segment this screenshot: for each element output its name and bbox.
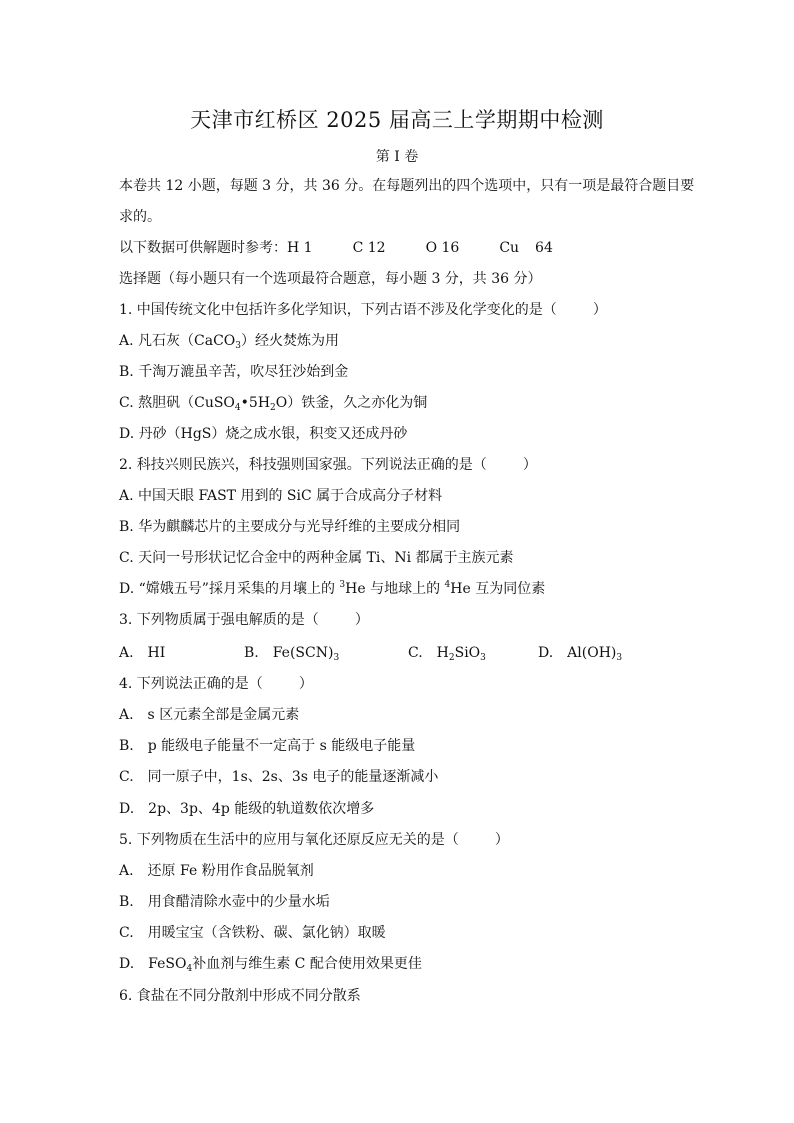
question-1-stem	[119, 300, 607, 320]
answer-bracket-close: ）	[522, 457, 537, 473]
reference-item: H 1	[287, 240, 313, 256]
question-text: 1. 中国传统文化中包括许多化学知识，下列古语不涉及化学变化的是（	[119, 302, 557, 318]
question-5-stem	[119, 830, 509, 850]
subscript: 4	[234, 403, 241, 413]
intro-text-line-2: 求的。	[119, 209, 161, 225]
question-4-option-a: A. s 区元素全部是金属元素	[119, 707, 300, 723]
question-text: 3. 下列物质属于强电解质的是（	[119, 612, 319, 628]
option-text: A. 凡石灰（CaCO	[119, 333, 236, 349]
subscript: 3	[480, 653, 486, 663]
subscript: 4	[186, 964, 193, 974]
reference-label: 以下数据可供解题时参考：	[119, 240, 287, 256]
subscript: 2	[270, 403, 276, 413]
option-text: D. Al(OH)	[538, 645, 617, 661]
question-4-option-b: B. p 能级电子能量不一定高于 s 能级电子能量	[119, 738, 416, 754]
question-2-option-b: B. 华为麒麟芯片的主要成分与光导纤维的主要成分相同	[119, 519, 461, 535]
option-text: B. Fe(SCN)	[244, 645, 334, 661]
subscript: 3	[333, 653, 340, 663]
reference-item: 64	[535, 240, 553, 256]
question-3-stem	[119, 610, 369, 630]
answer-bracket-close: ）	[298, 676, 313, 692]
option-text: C. H	[408, 645, 449, 661]
question-text: 2. 科技兴则民族兴，科技强则国家强。下列说法正确的是（	[119, 457, 487, 473]
question-3-option-d	[538, 643, 622, 663]
question-4-option-d: D. 2p、3p、4p 能级的轨道数依次增多	[119, 801, 375, 817]
intro-text-line-1: 本卷共 12 小题，每题 3 分，共 36 分。在每题列出的四个选项中，只有一项是最符合题目要	[119, 178, 695, 194]
question-5-option-b: B. 用食醋清除水壶中的少量水垢	[119, 894, 330, 910]
reference-data	[119, 238, 553, 258]
reference-item: Cu	[499, 240, 520, 256]
question-5-option-c: C. 用暖宝宝（含铁粉、碳、氯化钠）取暖	[119, 925, 386, 941]
subscript: 2	[448, 653, 455, 663]
page-title: 天津市红桥区 2025 届高三上学期期中检测	[190, 108, 604, 132]
answer-bracket-close: ）	[592, 302, 607, 318]
option-text: He 与地球上的	[345, 581, 445, 597]
subscript: 3	[235, 341, 241, 351]
option-text: C. 熬胆矾（CuSO	[119, 395, 235, 411]
question-5-option-d	[119, 954, 422, 974]
question-3-option-b	[244, 643, 339, 663]
superscript: 3	[339, 580, 346, 590]
option-text: •5H	[240, 395, 271, 411]
answer-bracket-close: ）	[354, 612, 369, 628]
option-text: SiO	[454, 645, 481, 661]
question-2-stem	[119, 455, 537, 475]
option-text: D. “嫦娥五号”採月采集的月壤上的	[119, 581, 340, 597]
section-label: 第 I 卷	[375, 149, 419, 165]
question-3-option-c	[408, 643, 486, 663]
superscript: 4	[444, 580, 451, 590]
answer-bracket-close: ）	[494, 832, 509, 848]
question-2-option-a: A. 中国天眼 FAST 用到的 SiC 属于合成高分子材料	[119, 488, 443, 504]
subscript: 3	[616, 653, 623, 663]
question-4-stem	[119, 674, 313, 694]
question-1-option-b: B. 千淘万漉虽辛苦，吹尽狂沙始到金	[119, 364, 349, 380]
option-text: ）经火焚炼为用	[241, 333, 339, 349]
option-text: O）铁釜，久之亦化为铜	[275, 395, 428, 411]
question-1-option-c	[119, 393, 427, 413]
question-text: 4. 下列说法正确的是（	[119, 676, 263, 692]
reference-item: O 16	[425, 240, 460, 256]
question-5-option-a: A. 还原 Fe 粉用作食品脱氧剂	[119, 863, 314, 879]
question-1-option-a	[119, 331, 339, 351]
question-2-option-d	[119, 579, 545, 599]
section-note: 选择题（每小题只有一个选项最符合题意，每小题 3 分，共 36 分）	[119, 271, 542, 287]
question-2-option-c: C. 天问一号形状记忆合金中的两种金属 Ti、Ni 都属于主族元素	[119, 550, 514, 566]
question-4-option-c: C. 同一原子中，1s、2s、3s 电子的能量逐渐减小	[119, 769, 439, 785]
question-text: 5. 下列物质在生活中的应用与氧化还原反应无关的是（	[119, 832, 459, 848]
option-text: D. FeSO	[119, 956, 187, 972]
question-3-option-a: A. HI	[119, 645, 166, 661]
option-text: He 互为同位素	[450, 581, 546, 597]
reference-item: C 12	[352, 240, 386, 256]
question-6-stem: 6. 食盐在不同分散剂中形成不同分散系	[119, 988, 361, 1004]
question-1-option-d: D. 丹砂（HgS）烧之成水银，积变又还成丹砂	[119, 426, 408, 442]
option-text: 补血剂与维生素 C 配合使用效果更佳	[192, 956, 422, 972]
